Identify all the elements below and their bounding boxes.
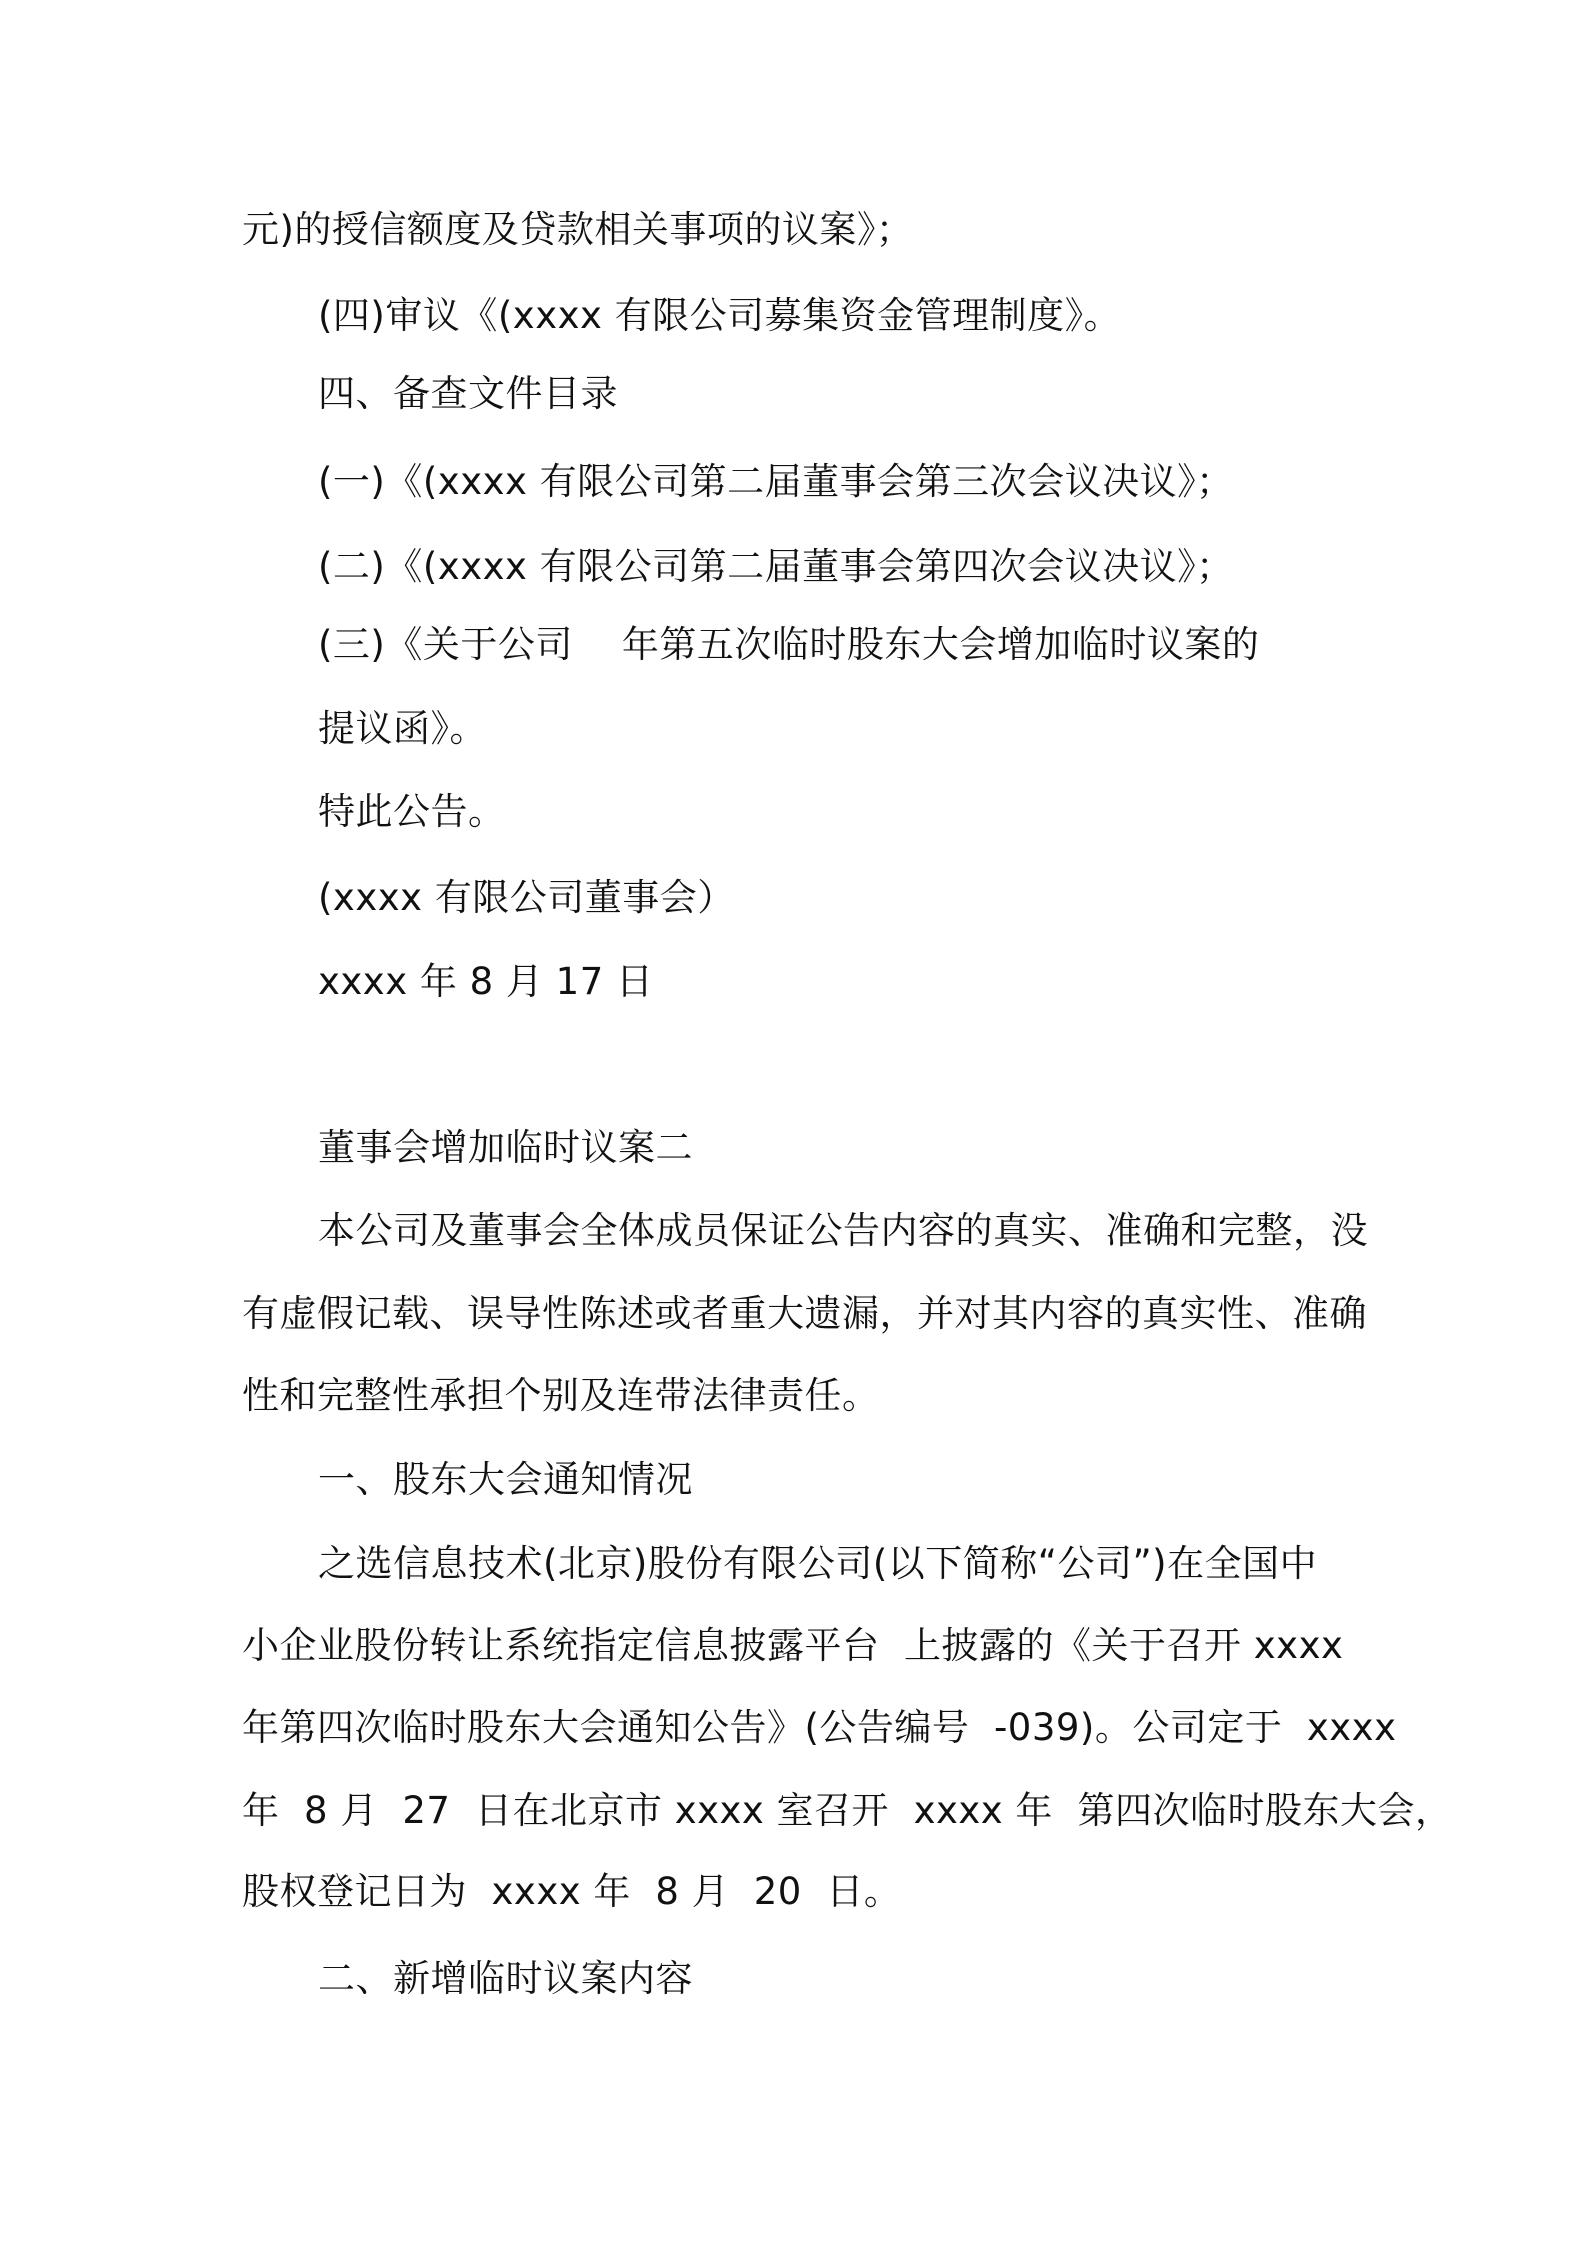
text-line: 年 8 月 27 日在北京市 xxxx 室召开 xxxx 年 第四次临时股东大会， [242,1789,1453,1832]
text-line: 之选信息技术(北京)股份有限公司(以下简称“公司”)在全国中 [318,1542,1318,1585]
section-heading: 一、股东大会通知情况 [318,1458,693,1501]
text-line: 特此公告。 [318,790,506,833]
text-line: 有虚假记载、误导性陈述或者重大遗漏，并对其内容的真实性、准确 [242,1292,1367,1335]
text-line: (三)《关于公司 年第五次临时股东大会增加临时议案的 [318,623,1260,666]
text-line: (四)审议《(xxxx 有限公司募集资金管理制度》。 [318,294,1122,337]
text-line: (一)《(xxxx 有限公司第二届董事会第三次会议决议》； [318,460,1234,503]
text-line: 年第四次临时股东大会通知公告》(公告编号 -039)。公司定于 xxxx [242,1706,1397,1749]
text-line: 元)的授信额度及贷款相关事项的议案》； [242,208,914,251]
text-line: (二)《(xxxx 有限公司第二届董事会第四次会议决议》； [318,545,1234,588]
signature-date: xxxx 年 8 月 17 日 [318,960,654,1003]
section-heading: 四、备查文件目录 [318,372,618,415]
text-line: 提议函》。 [318,707,487,750]
text-line: 小企业股份转让系统指定信息披露平台 上披露的《关于召开 xxxx [242,1624,1344,1667]
signature-company: (xxxx 有限公司董事会） [318,876,735,919]
text-line: 股权登记日为 xxxx 年 8 月 20 日。 [242,1870,902,1913]
section-title: 董事会增加临时议案二 [318,1126,693,1169]
text-line: 性和完整性承担个别及连带法律责任。 [242,1374,880,1417]
text-line: 本公司及董事会全体成员保证公告内容的真实、准确和完整，没 [318,1209,1368,1252]
section-heading: 二、新增临时议案内容 [318,1957,693,2000]
